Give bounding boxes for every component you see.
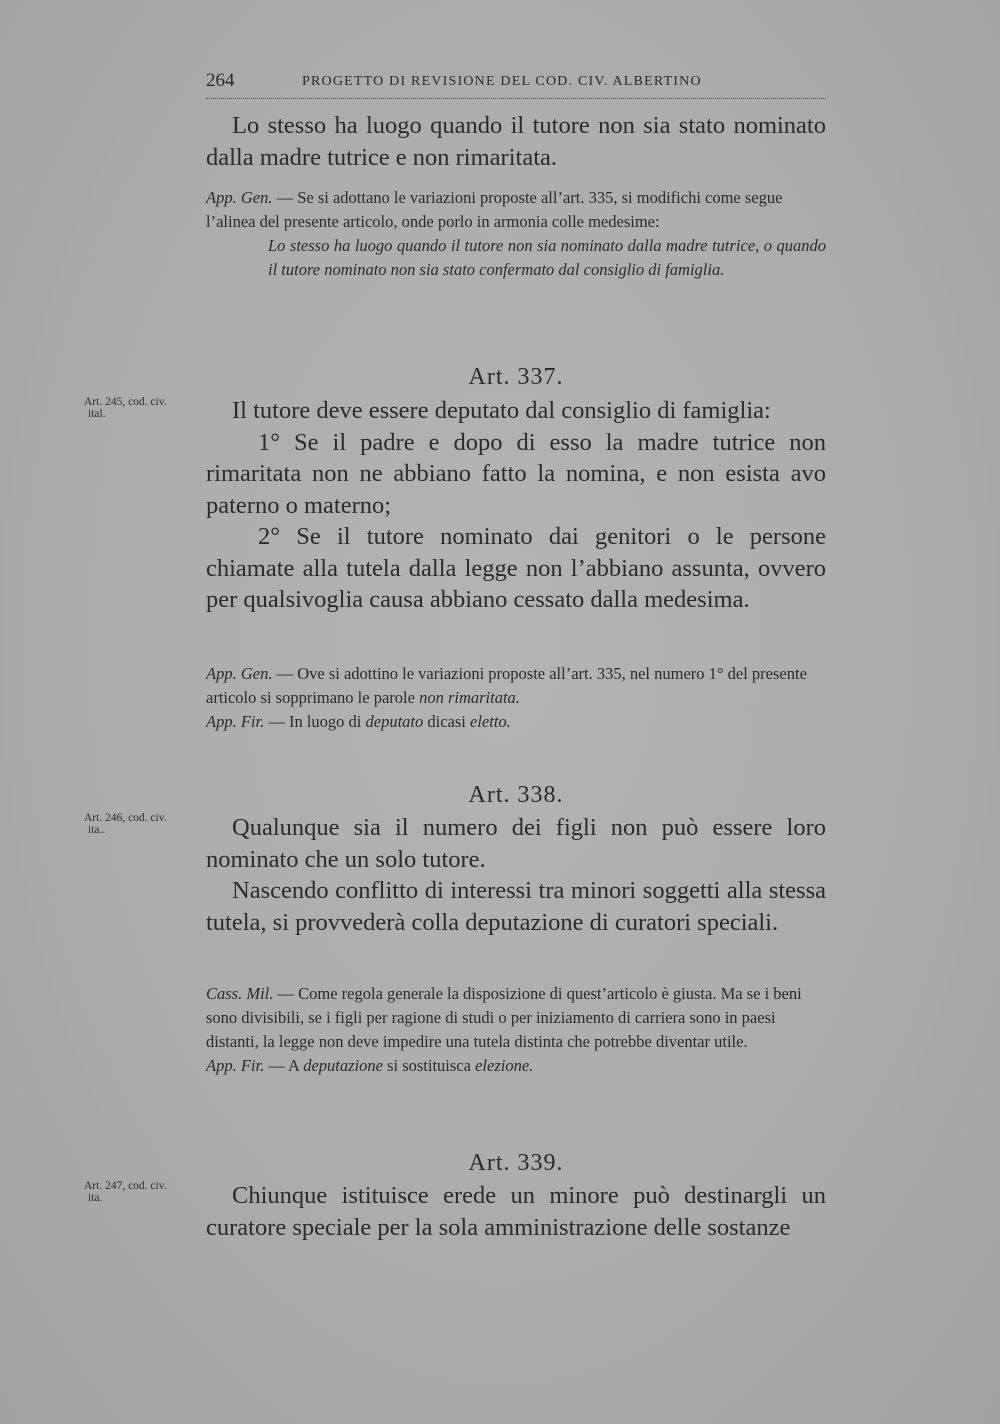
- paragraph: 1° Se il padre e dopo di esso la madre tutrice non rimaritata non ne abbiano fatto la nomina, e non esista avo paterno o materno;: [206, 428, 826, 519]
- page-header: [206, 68, 826, 99]
- article-title-337: Art. 337.: [468, 364, 564, 390]
- article-body-338: [206, 812, 826, 938]
- article-title-339: Art. 339.: [468, 1150, 564, 1176]
- article-notes-338: Cass. Mil. — Come regola generale la disposizione di quest’articolo è giusta. Ma se i beni sono divisibili, se i figli per ragione di studi o per iniziamento di carriera sono in paesi distanti, la legge non deve impedire una tutela distinta che potrebbe diventar utile. App. Fir. — A deputazione si sostituisca elezione.: [206, 984, 802, 1075]
- note-source: App. Gen.: [206, 664, 273, 683]
- paragraph: 2° Se il tutore nominato dai genitori o le persone chiamate alla tutela dalla legge non l’abbiano assunta, ovvero per qualsivoglia causa abbiano cessato dalla medesima.: [206, 523, 826, 613]
- margin-reference-338: Art. 246, cod. civ. ita..: [84, 812, 167, 836]
- margin-reference-339: Art. 247, cod. civ. ita.: [84, 1180, 167, 1204]
- note-text: — Come regola generale la disposizione di quest’articolo è giusta. Ma se i beni sono divisibili, se i figli per ragione di studi o per iniziamento di carriera sono in paesi distanti, la legge non deve impedire una tutela distinta che potrebbe diventar utile.: [206, 984, 802, 1051]
- note-text: — Ove si adottino le variazioni proposte all’art. 335, nel numero 1° del presente articolo si sopprimano le parole: [206, 664, 807, 707]
- running-title: PROGETTO DI REVISIONE DEL COD. CIV. ALBERTINO: [302, 74, 702, 89]
- margin-reference-337: Art. 245, cod. civ. ital.: [84, 396, 167, 420]
- paragraph: Qualunque sia il numero dei figli non può essere loro nominato che un solo tutore.: [206, 814, 826, 873]
- page-number: 264: [206, 70, 235, 91]
- note-text: — Se si adottano le variazioni proposte all’art. 335, si modifichi come segue l’alinea del presente articolo, onde porlo in armonia colle medesime:: [206, 188, 783, 231]
- article-notes-337: App. Gen. — Ove si adottino le variazioni proposte all’art. 335, nel numero 1° del presente articolo si sopprimano le parole non rimaritata. App. Fir. — In luogo di deputato dicasi eletto.: [206, 664, 807, 731]
- note-quote: Lo stesso ha luogo quando il tutore non sia nominato dalla madre tutrice, o quando il tutore nominato non sia stato confermato dal consiglio di famiglia.: [268, 236, 826, 279]
- intro-paragraph: Lo stesso ha luogo quando il tutore non sia stato nominato dalla madre tutrice e non rimaritata.: [206, 112, 826, 171]
- article-body-339: [206, 1180, 826, 1243]
- paragraph: Nascendo conflitto di interessi tra minori soggetti alla stessa tutela, si provvederà colla deputazione di curatori speciali.: [206, 877, 826, 936]
- note-source: Cass. Mil.: [206, 984, 274, 1003]
- note-source: App. Fir.: [206, 712, 265, 731]
- intro-section: [206, 110, 826, 173]
- paragraph: Il tutore deve essere deputato dal consiglio di famiglia:: [232, 397, 771, 424]
- intro-note: [206, 186, 826, 282]
- article-title-338: Art. 338.: [468, 782, 564, 808]
- paragraph: Chiunque istituisce erede un minore può destinargli un curatore speciale per la sola amministrazione delle sostanze: [206, 1182, 826, 1241]
- article-body-337: [206, 395, 826, 616]
- note-italic-text: non rimaritata.: [419, 688, 520, 707]
- note-source: App. Gen.: [206, 188, 273, 207]
- note-source: App. Fir.: [206, 1056, 265, 1075]
